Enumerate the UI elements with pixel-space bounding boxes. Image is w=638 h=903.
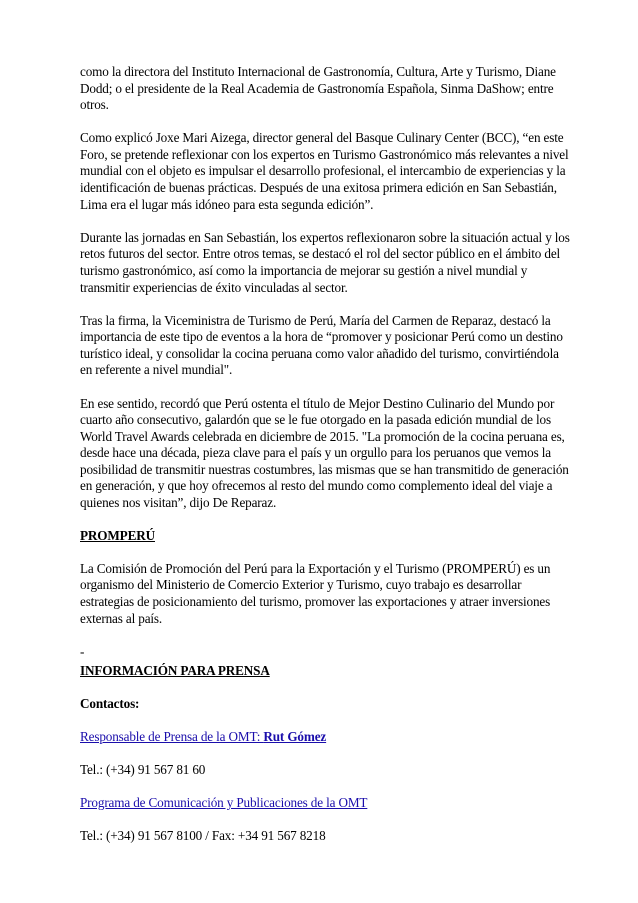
press-officer-phone: Tel.: (+34) 91 567 81 60 [80,762,206,777]
section-separator: - [80,643,85,659]
promperu-heading: PROMPERÚ [80,528,155,544]
paragraph-invited-experts: como la directora del Instituto Internacional de Gastronomía, Cultura, Arte y Turismo, Diane Dodd; o el presidente de la Real Academia de Gastronomía Española, Sinma DaShow; entre otros. [80,64,556,113]
press-officer-link[interactable] [80,729,326,744]
communications-program-link[interactable]: Programa de Comunicación y Publicaciones de la OMT [80,795,368,811]
press-officer-link-text: Responsable de Prensa de la OMT: [80,728,264,744]
paragraph-san-sebastian: Durante las jornadas en San Sebastián, los expertos reflexionaron sobre la situación actual y los retos futuros del sector. Entre otros temas, se destacó el rol del sector público en el ámbito del turismo gastronómico, así como la importancia de mejorar su gestión a nivel mundial y transmitir experiencias de éxito vinculadas al sector. [80,229,570,295]
contact-communications-program [80,795,570,812]
press-info-heading: INFORMACIÓN PARA PRENSA [80,663,270,679]
document-body [80,64,570,861]
communications-program-phone-fax: Tel.: (+34) 91 567 8100 / Fax: +34 91 567 8218 [80,828,326,844]
press-officer-name: Rut Gómez [263,728,327,744]
paragraph-best-destination: En ese sentido, recordó que Perú ostenta el título de Mejor Destino Culinario del Mundo por cuarto año consecutivo, galardón que se le fue otorgado en la pasada edición mundial de los World Travel Awards celebrada en diciembre de 2015. "La promoción de la cocina peruana es, desde hace una década, pieza clave para el país y un orgullo para los peruanos que vemos la posibilidad de transmitir nuestras costumbres, las mismas que se han transmitido de generación en generación, y que hoy ofrecemos al resto del mundo como complemento ideal del viaje a quienes nos visitan”, dijo De Reparaz. [80,395,569,511]
paragraph-reparaz-signing: Tras la firma, la Viceministra de Turismo de Perú, María del Carmen de Reparaz, destacó la importancia de este tipo de eventos a la hora de “promover y posicionar Perú como un destino turístico ideal, y consolidar la cocina peruana como valor añadido del turismo, convirtiéndola en referente a nivel mundial". [80,312,563,378]
contact-press-officer [80,729,570,746]
contacts-label: Contactos: [80,695,140,711]
promperu-description: La Comisión de Promoción del Perú para la Exportación y el Turismo (PROMPERÚ) es un organismo del Ministerio de Comercio Exterior y Turismo, cuyo trabajo es desarrollar estrategias de posicionamiento del turismo, promover las exportaciones y atraer inversiones externas al país. [80,560,551,626]
paragraph-aizega-quote: Como explicó Joxe Mari Aizega, director general del Basque Culinary Center (BCC), “en este Foro, se pretende reflexionar con los expertos en Turismo Gastronómico más relevantes a nivel mundial con el objeto es impulsar el desarrollo profesional, el intercambio de experiencias y la identificación de buenas prácticas. Después de una exitosa primera edición en San Sebastián, Lima era el lugar más idóneo para esta segunda edición”. [80,130,569,212]
